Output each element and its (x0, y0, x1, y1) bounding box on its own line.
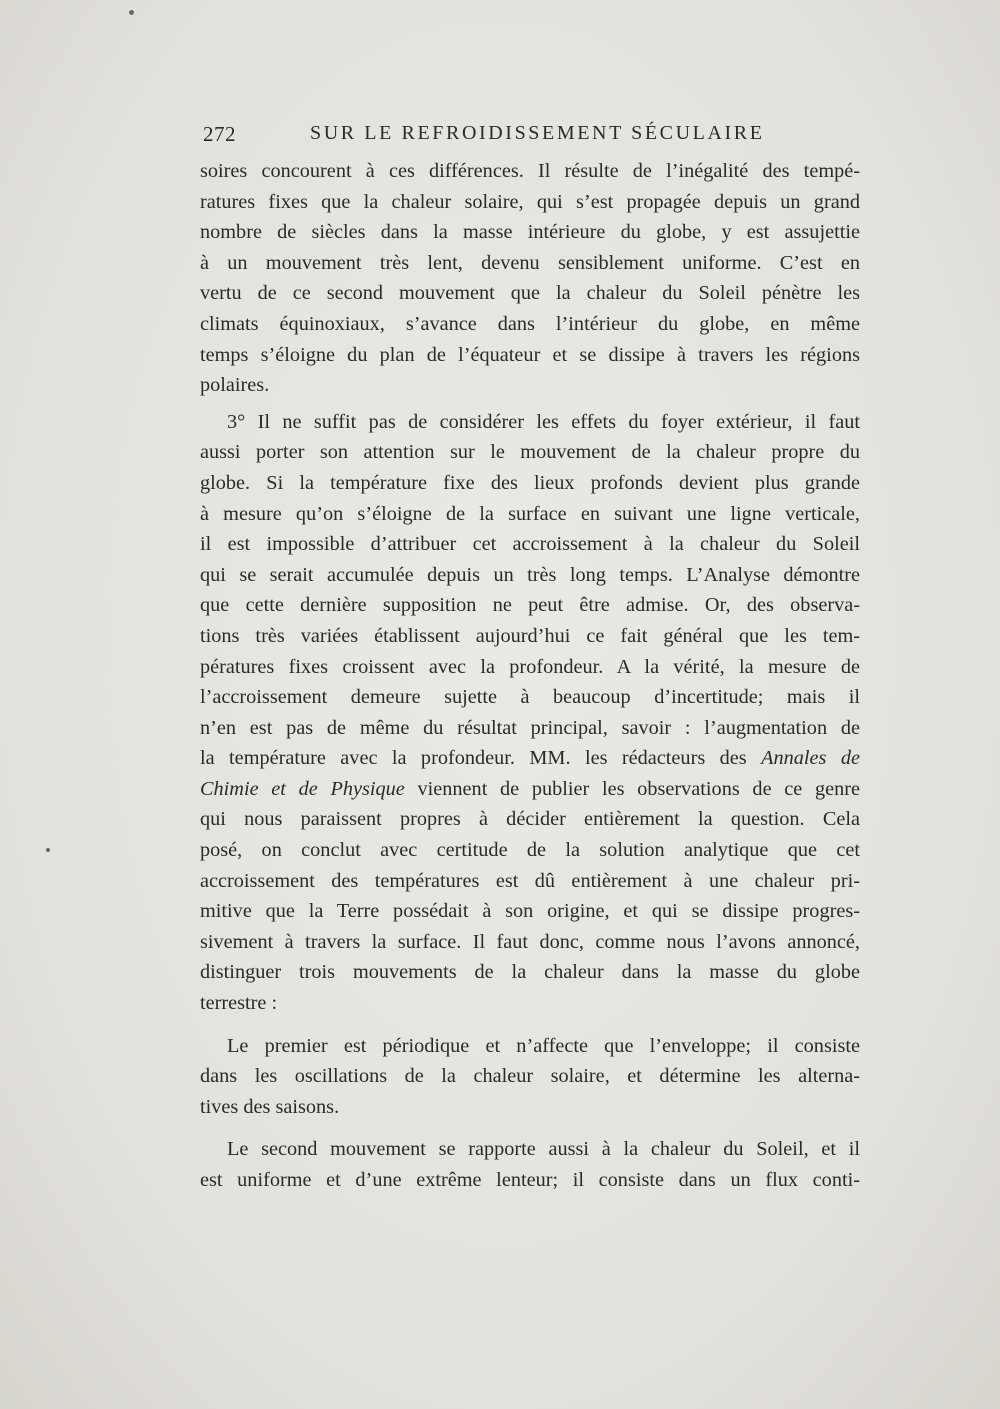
body-text (200, 156, 860, 1196)
journal-title: Chimie et de Physique (200, 777, 405, 800)
paragraph-3 (200, 1031, 860, 1123)
text-line: polaires. (200, 374, 270, 397)
text-line: pératures fixes croissent avec la profondeur. A la vérité, la mesure de (200, 655, 860, 678)
text-line: qui nous paraissent propres à décider entièrement la question. Cela (200, 808, 860, 831)
ink-speck (129, 10, 134, 15)
text-line (200, 743, 860, 774)
text-line: vertu de ce second mouvement que la chaleur du Soleil pénètre les (200, 282, 860, 305)
text-line: il est impossible d’attribuer cet accroissement à la chaleur du Soleil (200, 533, 860, 556)
paragraph-1 (200, 156, 860, 401)
text-line: aussi porter son attention sur le mouvement de la chaleur propre du (200, 441, 860, 464)
text-line: est uniforme et d’une extrême lenteur; il consiste dans un flux conti- (200, 1169, 860, 1191)
journal-title: Annales de (761, 747, 860, 770)
text-line: que cette dernière supposition ne peut être admise. Or, des observa- (200, 594, 860, 617)
text-line: dans les oscillations de la chaleur solaire, et détermine les alterna- (200, 1065, 860, 1088)
text-line (200, 774, 860, 805)
text-line: nombre de siècles dans la masse intérieure du globe, y est assujettie (200, 221, 860, 244)
text-line: globe. Si la température fixe des lieux profonds devient plus grande (200, 471, 860, 494)
text-line: à mesure qu’on s’éloigne de la surface en suivant une ligne verticale, (200, 502, 860, 525)
text-line: tives des saisons. (200, 1095, 340, 1118)
text-line: mitive que la Terre possédait à son origine, et qui se dissipe progres- (200, 900, 860, 923)
text-line: climats équinoxiaux, s’avance dans l’intérieur du globe, en même (200, 312, 860, 335)
page-header (200, 118, 860, 154)
text-line: ratures fixes que la chaleur solaire, qui s’est propagée depuis un grand (200, 190, 860, 213)
text-line: Le premier est périodique et n’affecte que l’enveloppe; il consiste (227, 1034, 860, 1057)
text-line: à un mouvement très lent, devenu sensiblement uniforme. C’est en (200, 251, 860, 274)
paragraph-4 (200, 1134, 860, 1195)
text-line: tions très variées établissent aujourd’hui ce fait général que les tem- (200, 624, 860, 647)
text-line: n’en est pas de même du résultat principal, savoir : l’augmentation de (200, 716, 860, 739)
text-line: temps s’éloigne du plan de l’équateur et se dissipe à travers les régions (200, 343, 860, 366)
ink-speck (46, 848, 50, 852)
text-run: viennent de publier les observations de ce genre (404, 777, 860, 800)
running-title: SUR LE REFROIDISSEMENT SÉCULAIRE (310, 122, 765, 144)
text-line: qui se serait accumulée depuis un très long temps. L’Analyse démontre (200, 563, 860, 586)
text-line: Le second mouvement se rapporte aussi à la chaleur du Soleil, et il (227, 1138, 860, 1161)
text-line: 3° Il ne suffit pas de considérer les effets du foyer extérieur, il faut (227, 410, 860, 433)
text-line: distinguer trois mouvements de la chaleur dans la masse du globe (200, 961, 860, 984)
text-line: accroissement des températures est dû entièrement à une chaleur pri- (200, 869, 860, 892)
page-number: 272 (203, 122, 236, 146)
paragraph-2 (200, 407, 860, 1019)
text-run: la température avec la profondeur. MM. les rédacteurs des (200, 747, 762, 770)
text-line: l’accroissement demeure sujette à beaucoup d’incertitude; mais il (200, 686, 860, 709)
text-line: sivement à travers la surface. Il faut donc, comme nous l’avons annoncé, (200, 930, 860, 953)
text-line: posé, on conclut avec certitude de la solution analytique que cet (200, 839, 860, 862)
text-line: soires concourent à ces différences. Il résulte de l’inégalité des tempé- (200, 160, 860, 182)
text-line: terrestre : (200, 992, 278, 1015)
